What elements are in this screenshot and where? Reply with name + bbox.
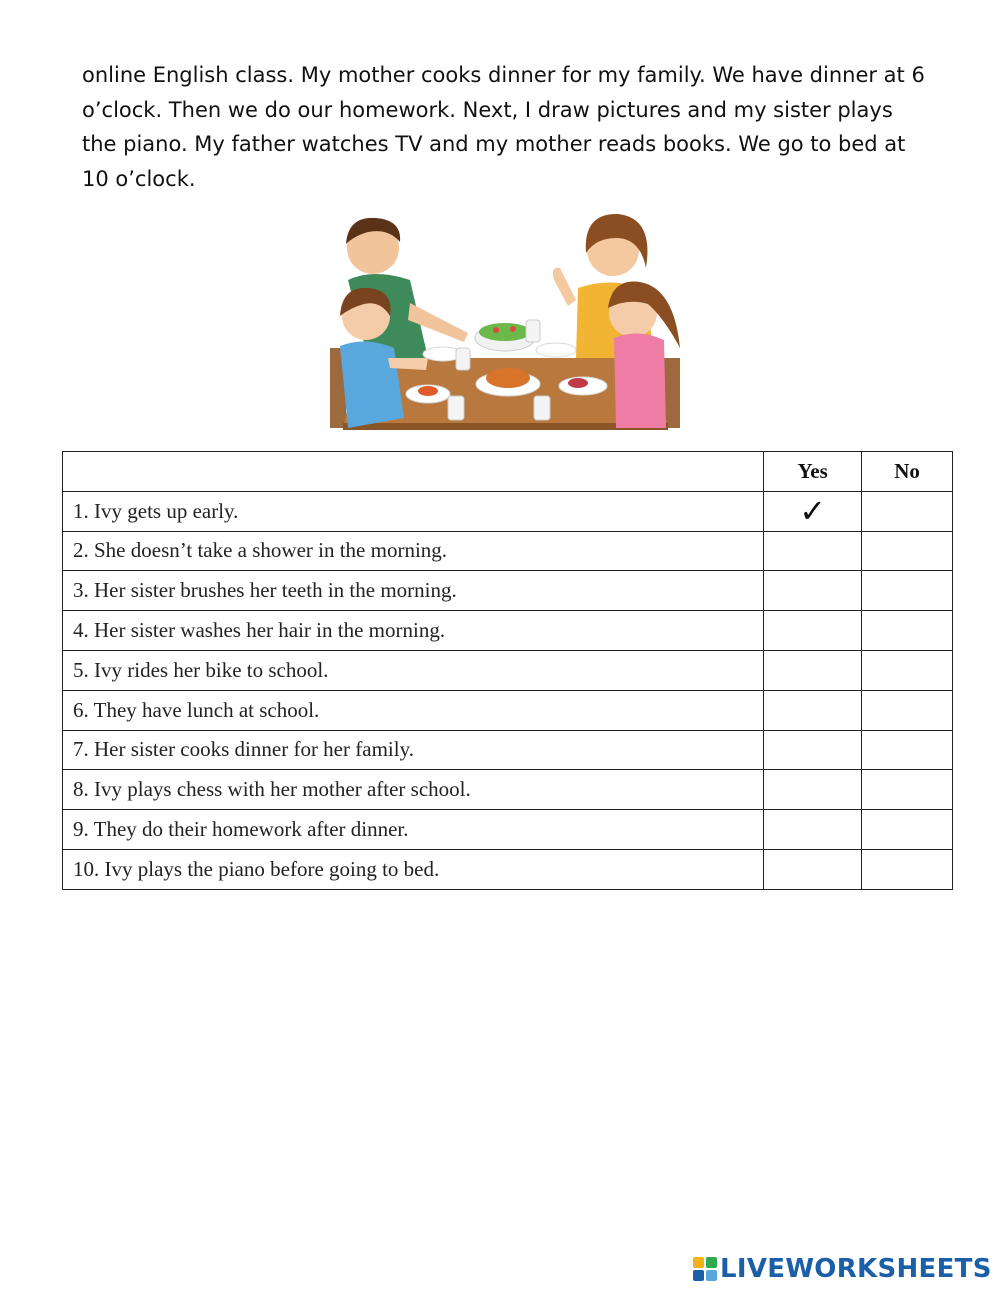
statement-cell: 6. They have lunch at school. bbox=[63, 690, 764, 730]
header-yes: Yes bbox=[764, 452, 862, 492]
statement-cell: 2. She doesn’t take a shower in the morning. bbox=[63, 531, 764, 571]
yes-answer-box[interactable] bbox=[764, 611, 862, 651]
table-row bbox=[63, 491, 953, 531]
no-answer-box[interactable] bbox=[862, 531, 953, 571]
yes-answer-box[interactable]: ✓ bbox=[764, 491, 862, 531]
statement-cell: 5. Ivy rides her bike to school. bbox=[63, 650, 764, 690]
header-no: No bbox=[862, 452, 953, 492]
table-row bbox=[63, 531, 953, 571]
yes-answer-box[interactable] bbox=[764, 571, 862, 611]
liveworksheets-logo-icon bbox=[693, 1257, 717, 1281]
table-row bbox=[63, 730, 953, 770]
table-row bbox=[63, 770, 953, 810]
no-answer-box[interactable] bbox=[862, 650, 953, 690]
yes-answer-box[interactable] bbox=[764, 650, 862, 690]
table-row bbox=[63, 571, 953, 611]
table-header-row bbox=[63, 452, 953, 492]
no-answer-box[interactable] bbox=[862, 810, 953, 850]
statement-cell: 7. Her sister cooks dinner for her family. bbox=[63, 730, 764, 770]
family-dinner-illustration-icon bbox=[328, 208, 683, 430]
liveworksheets-logo[interactable] bbox=[693, 1254, 992, 1284]
yes-answer-box[interactable] bbox=[764, 810, 862, 850]
no-answer-box[interactable] bbox=[862, 770, 953, 810]
table-row bbox=[63, 650, 953, 690]
no-answer-box[interactable] bbox=[862, 690, 953, 730]
header-statement bbox=[63, 452, 764, 492]
statement-cell: 8. Ivy plays chess with her mother after school. bbox=[63, 770, 764, 810]
table-row bbox=[63, 810, 953, 850]
yes-answer-box[interactable] bbox=[764, 849, 862, 889]
statement-cell: 1. Ivy gets up early. bbox=[63, 491, 764, 531]
yes-answer-box[interactable] bbox=[764, 531, 862, 571]
table-row bbox=[63, 849, 953, 889]
passage-line: online English class. My mother cooks dinner for my family. We have dinner at 6 bbox=[82, 63, 925, 87]
statement-cell: 10. Ivy plays the piano before going to bed. bbox=[63, 849, 764, 889]
statement-cell: 9. They do their homework after dinner. bbox=[63, 810, 764, 850]
yes-no-table bbox=[62, 451, 953, 890]
yes-answer-box[interactable] bbox=[764, 690, 862, 730]
passage-line: 10 o’clock. bbox=[82, 166, 196, 191]
no-answer-box[interactable] bbox=[862, 849, 953, 889]
no-answer-box[interactable] bbox=[862, 611, 953, 651]
yes-answer-box[interactable] bbox=[764, 730, 862, 770]
passage-line: o’clock. Then we do our homework. Next, I draw pictures and my sister plays bbox=[82, 97, 893, 122]
table-row bbox=[63, 611, 953, 651]
logo-text: LIVEWORKSHEETS bbox=[720, 1254, 992, 1284]
statement-cell: 4. Her sister washes her hair in the morning. bbox=[63, 611, 764, 651]
yes-answer-box[interactable] bbox=[764, 770, 862, 810]
reading-passage bbox=[82, 58, 942, 196]
no-answer-box[interactable] bbox=[862, 491, 953, 531]
passage-line: the piano. My father watches TV and my mother reads books. We go to bed at bbox=[82, 132, 906, 156]
no-answer-box[interactable] bbox=[862, 730, 953, 770]
table-row bbox=[63, 690, 953, 730]
no-answer-box[interactable] bbox=[862, 571, 953, 611]
statement-cell: 3. Her sister brushes her teeth in the morning. bbox=[63, 571, 764, 611]
